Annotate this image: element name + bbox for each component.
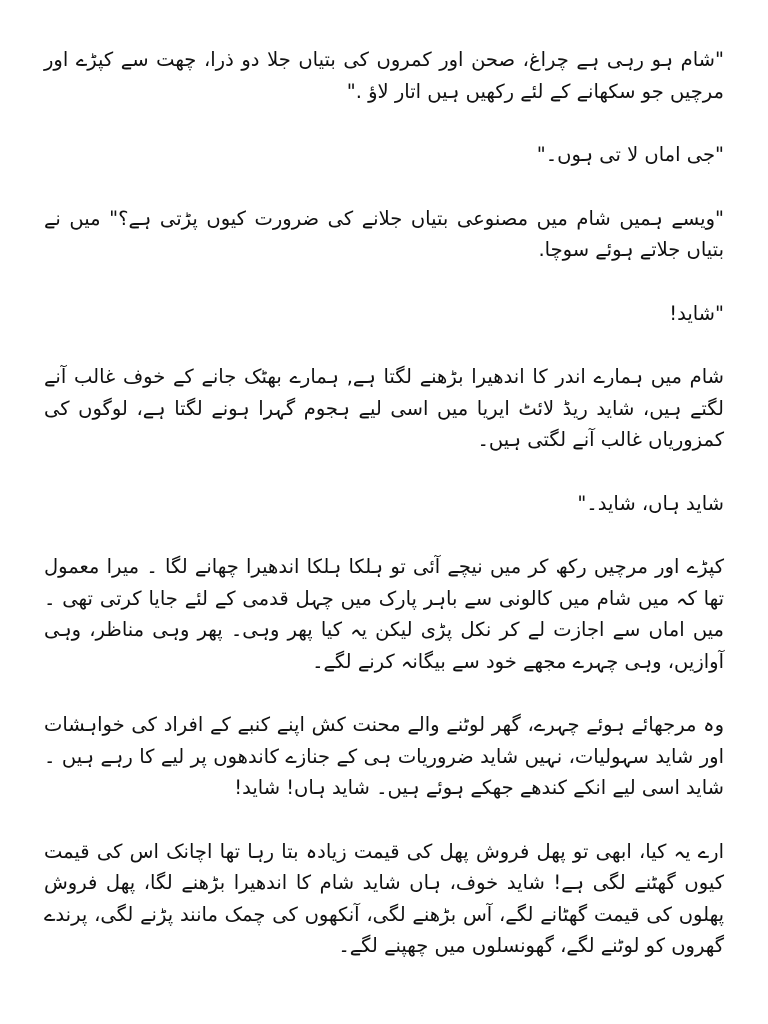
paragraph-withered-faces: وہ مرجھائے ہوئے چہرے، گھر لوٹنے والے محنت کش اپنے کنبے کے افراد کی خواہشات اور شاید سہولیات، نہیں شاید ضروریات ہی کے جنازے کاندھوں پر لیے کا رہے ہیں ۔ شاید اسی لیے انکے کندھے جھکے ہوئے ہیں۔ شاید ہاں! شاید! (44, 713, 724, 799)
paragraph-fruit-seller: ارے یہ کیا، ابھی تو پھل فروش پھل کی قیمت زیادہ بتا رہا تھا اچانک اس کی قیمت کیوں گھٹنے لگی ہے! شاید خوف، ہاں شاید شام کا اندھیرا بڑھنے لگا، پھل فروش پھلوں کی قیمت گھٹانے لگے، آس بڑھنے لگی، آنکھوں کی چمک مانند پڑنے لگی، پرندے گھروں کو لوٹنے لگے، گھونسلوں میں چھپنے لگے۔ (44, 839, 724, 957)
paragraph-question: "ویسے ہمیں شام میں مصنوعی بتیاں جلانے کی ضرورت کیوں پڑتی ہے؟" میں نے بتیاں جلاتے ہوئے سوچا. (44, 206, 724, 261)
paragraph-mother-instruction: "شام ہو رہی ہے چراغ، صحن اور کمروں کی بتیاں جلا دو ذرا، چھت سے کپڑے اور مرچیں جو سکھانے کے لئے رکھیں ہیں اتار لاؤ ." (44, 48, 724, 103)
paragraph-reply: "جی اماں لا تی ہوں۔" (536, 143, 724, 166)
paragraph-inner-darkness: شام میں ہمارے اندر کا اندھیرا بڑھنے لگتا ہے, ہمارے بھٹک جانے کے خوف غالب آنے لگتے ہیں، شاید ریڈ لائٹ ایریا میں اسی لیے ہجوم گہرا ہونے لگتا ہے، لوگوں کی کمزوریاں غالب آنے لگتی ہیں۔ (44, 365, 724, 451)
paragraph-evening-walk: کپڑے اور مرچیں رکھ کر میں نیچے آئی تو ہلکا ہلکا اندھیرا چھانے لگا ۔ میرا معمول تھا کہ میں شام میں کالونی سے باہر پارک میں چہل قدمی کے لئے جایا کرتی تھی ۔ میں اماں سے اجازت لے کر نکل پڑی لیکن یہ کیا پھر وہی۔ پھر وہی مناظر، وہی آوازیں، وہی چہرے مجھے خود سے بیگانہ کرنے لگے۔ (44, 555, 724, 673)
paragraph-perhaps: "شاید! (669, 301, 724, 325)
paragraph-perhaps-yes: شاید ہاں، شاید۔" (577, 491, 724, 515)
document-page (44, 44, 724, 994)
